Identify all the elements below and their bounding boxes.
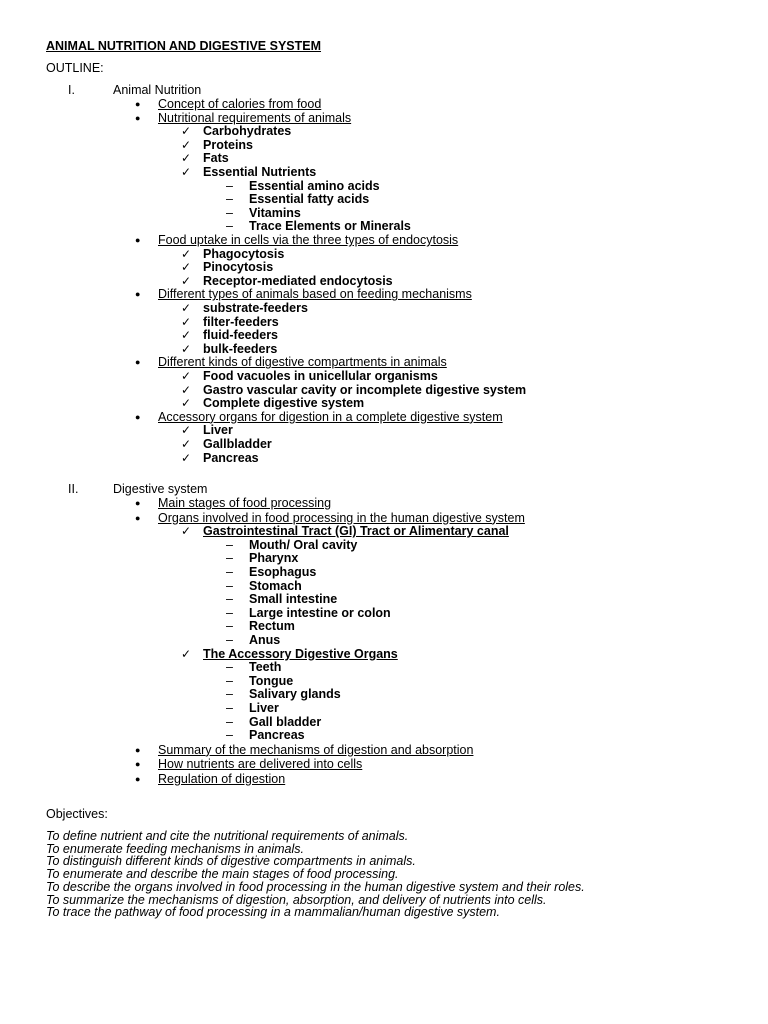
outline-topic: Organs involved in food processing in the human digestive system <box>158 510 525 525</box>
subtopic: Receptor-mediated endocytosis <box>203 273 393 288</box>
en-dash-icon: – <box>226 205 233 220</box>
subtopic: Pancreas <box>203 450 259 465</box>
outline-topic: Main stages of food processing <box>158 496 332 510</box>
sub-subtopic: Essential amino acids <box>249 178 380 193</box>
subtopic: Fats <box>203 151 229 166</box>
section-numeral: II. <box>68 482 79 496</box>
outline-topic: Nutritional requirements of animals <box>158 110 352 125</box>
sub-subtopic: Esophagus <box>249 565 317 579</box>
subtopic: substrate-feeders <box>203 301 308 315</box>
subtopic: bulk-feeders <box>203 341 278 356</box>
sub-subtopic: Mouth/ Oral cavity <box>249 537 358 552</box>
section-heading: Animal Nutrition <box>113 83 202 97</box>
subtopic: The Accessory Digestive Organs <box>203 646 398 661</box>
en-dash-icon: – <box>226 178 233 193</box>
en-dash-icon: – <box>226 537 233 552</box>
bullet-icon: ● <box>135 99 141 109</box>
sub-subtopic: Small intestine <box>249 592 338 607</box>
outline-label: OUTLINE: <box>46 61 104 75</box>
subtopic: Complete digestive system <box>203 396 365 411</box>
subtopic: Gastro vascular cavity or incomplete digestive system <box>203 382 527 397</box>
checkmark-icon: ✓ <box>181 437 192 451</box>
en-dash-icon: – <box>226 219 233 234</box>
outline-topic: How nutrients are delivered into cells <box>158 757 363 772</box>
sub-subtopic: Pancreas <box>249 728 305 743</box>
sub-subtopic: Anus <box>249 633 281 647</box>
subtopic: Pinocytosis <box>203 260 274 275</box>
subtopic: Food vacuoles in unicellular organisms <box>203 369 438 383</box>
bullet-icon: ● <box>135 512 141 523</box>
checkmark-icon: ✓ <box>181 341 192 356</box>
sub-subtopic: Liver <box>249 701 279 715</box>
sub-subtopic: Teeth <box>249 660 282 675</box>
bullet-icon: ● <box>135 774 141 784</box>
en-dash-icon: – <box>226 565 233 579</box>
objective-item: To describe the organs involved in food processing in the human digestive system and their roles. <box>46 879 585 894</box>
en-dash-icon: – <box>226 551 233 566</box>
bullet-icon: ● <box>135 498 141 508</box>
checkmark-icon: ✓ <box>181 646 192 661</box>
checkmark-icon: ✓ <box>181 301 192 315</box>
outline-topic: Concept of calories from food <box>158 97 322 111</box>
subtopic: Liver <box>203 423 233 438</box>
sub-subtopic: Rectum <box>249 619 295 634</box>
outline-topic: Accessory organs for digestion in a complete digestive system <box>158 409 503 424</box>
en-dash-icon: – <box>226 673 233 688</box>
checkmark-icon: ✓ <box>181 246 192 261</box>
outline-topic: Different kinds of digestive compartments in animals <box>158 355 447 370</box>
checkmark-icon: ✓ <box>181 450 192 465</box>
bullet-icon: ● <box>135 289 141 300</box>
en-dash-icon: – <box>226 701 233 715</box>
sub-subtopic: Salivary glands <box>249 687 341 702</box>
checkmark-icon: ✓ <box>181 273 192 288</box>
outline-topic: Summary of the mechanisms of digestion and absorption <box>158 742 474 757</box>
en-dash-icon: – <box>226 728 233 743</box>
bullet-icon: ● <box>135 759 141 770</box>
section-heading: Digestive system <box>113 482 208 496</box>
objective-item: To enumerate and describe the main stages of food processing. <box>46 867 399 882</box>
subtopic: Proteins <box>203 137 254 152</box>
sub-subtopic: Gall bladder <box>249 714 322 729</box>
sub-subtopic: Trace Elements or Minerals <box>249 219 411 234</box>
checkmark-icon: ✓ <box>181 423 192 438</box>
en-dash-icon: – <box>226 192 233 207</box>
en-dash-icon: – <box>226 605 233 620</box>
bullet-icon: ● <box>135 112 141 123</box>
checkmark-icon: ✓ <box>181 124 192 139</box>
objective-item: To enumerate feeding mechanisms in animals. <box>46 841 305 856</box>
subtopic: Carbohydrates <box>203 124 292 139</box>
checkmark-icon: ✓ <box>181 328 192 343</box>
bullet-icon: ● <box>135 744 141 755</box>
page-title: ANIMAL NUTRITION AND DIGESTIVE SYSTEM <box>46 39 322 53</box>
en-dash-icon: – <box>226 714 233 729</box>
subtopic: Phagocytosis <box>203 246 285 261</box>
bullet-icon: ● <box>135 411 141 422</box>
objectives-label: Objectives: <box>46 807 108 821</box>
sub-subtopic: Vitamins <box>249 205 301 220</box>
checkmark-icon: ✓ <box>181 151 192 166</box>
sub-subtopic: Stomach <box>249 578 302 593</box>
en-dash-icon: – <box>226 578 233 593</box>
en-dash-icon: – <box>226 633 233 647</box>
subtopic: Gastrointestinal Tract (GI) Tract or Alimentary canal <box>203 524 509 539</box>
checkmark-icon: ✓ <box>181 314 192 329</box>
objective-item: To define nutrient and cite the nutritional requirements of animals. <box>46 829 409 843</box>
objective-item: To distinguish different kinds of digestive compartments in animals. <box>46 854 416 869</box>
en-dash-icon: – <box>226 660 233 675</box>
checkmark-icon: ✓ <box>181 260 192 275</box>
subtopic: Gallbladder <box>203 437 272 451</box>
checkmark-icon: ✓ <box>181 396 192 411</box>
section-numeral: I. <box>68 83 75 97</box>
outline-topic: Food uptake in cells via the three types of endocytosis <box>158 233 459 247</box>
subtopic: filter-feeders <box>203 314 279 329</box>
checkmark-icon: ✓ <box>181 165 192 179</box>
checkmark-icon: ✓ <box>181 369 192 383</box>
en-dash-icon: – <box>226 592 233 607</box>
objective-item: To summarize the mechanisms of digestion, absorption, and delivery of nutrients into cells. <box>46 892 547 907</box>
objective-item: To trace the pathway of food processing in a mammalian/human digestive system. <box>46 905 500 920</box>
checkmark-icon: ✓ <box>181 137 192 152</box>
en-dash-icon: – <box>226 619 233 634</box>
sub-subtopic: Essential fatty acids <box>249 192 370 207</box>
sub-subtopic: Pharynx <box>249 551 299 566</box>
en-dash-icon: – <box>226 687 233 702</box>
sub-subtopic: Tongue <box>249 673 294 688</box>
checkmark-icon: ✓ <box>181 524 192 539</box>
outline-topic: Regulation of digestion <box>158 772 286 786</box>
subtopic: fluid-feeders <box>203 328 279 343</box>
subtopic: Essential Nutrients <box>203 165 317 179</box>
outline-topic: Different types of animals based on feeding mechanisms <box>158 287 472 302</box>
bullet-icon: ● <box>135 235 141 245</box>
bullet-icon: ● <box>135 357 141 368</box>
checkmark-icon: ✓ <box>181 382 192 397</box>
sub-subtopic: Large intestine or colon <box>249 605 391 620</box>
